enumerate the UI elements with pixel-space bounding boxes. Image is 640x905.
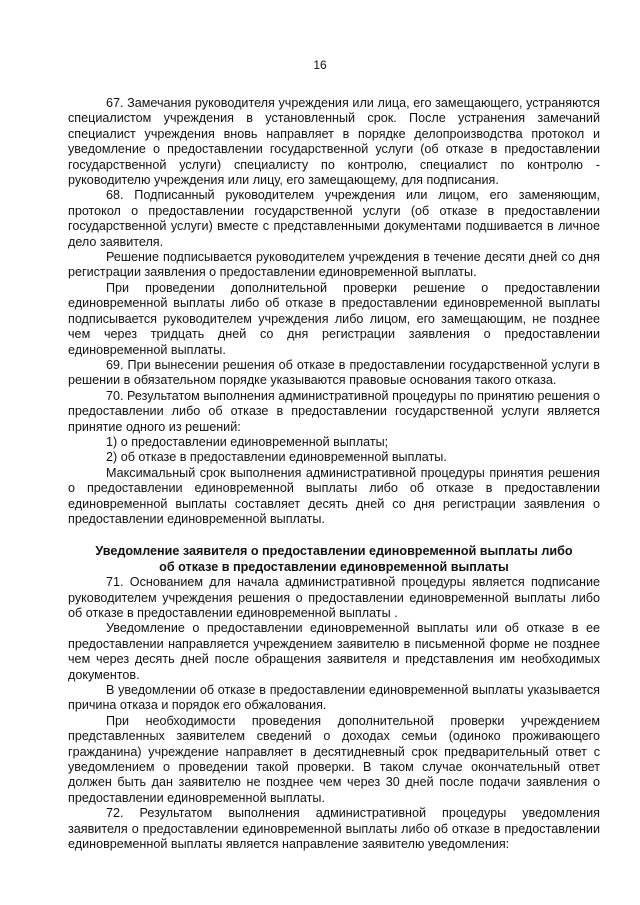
paragraph-71-notification: Уведомление о предоставлении единовременной выплаты или об отказе в ее предоставлении направляется учреждением заявителю в письменной форме не позднее чем через десять дней после обращения заявителя и представления им необходимых документов.	[68, 621, 600, 682]
document-body	[68, 96, 600, 853]
paragraph-67: 67. Замечания руководителя учреждения или лица, его замещающего, устраняются специалистом учреждения в установленный срок. После устранения замечаний специалист учреждения вновь направляет в порядке делопроизводства протокол и уведомление о предоставлении государственной услуги (об отказе в предоставлении государственной услуги) специалисту по контролю, специалист по контролю - руководителю учреждения или лицу, его замещающему, для подписания.	[68, 96, 600, 188]
paragraph-71-refusal: В уведомлении об отказе в предоставлении единовременной выплаты указывается причина отказа и порядок его обжалования.	[68, 683, 600, 713]
section-heading-line-1: Уведомление заявителя о предоставлении единовременной выплаты либо	[95, 544, 573, 559]
paragraph-68-additional-check: При проведении дополнительной проверки решение о предоставлении единовременной выплаты либо об отказе в предоставлении единовременной выплаты подписывается руководителем учреждения либо лицом, его замещающим, не позднее чем через тридцать дней со дня регистрации заявления о предоставлении единовременной выплаты.	[68, 280, 600, 357]
page-number: 16	[313, 58, 327, 72]
list-item-1: 1) о предоставлении единовременной выплаты;	[106, 434, 389, 449]
list-item-2: 2) об отказе в предоставлении единовременной выплаты.	[106, 450, 447, 465]
paragraph-70-max-term: Максимальный срок выполнения административной процедуры принятия решения о предоставлении единовременной выплаты либо об отказе в предоставлении единовременной выплаты составляет десять дней со дня регистрации заявления о предоставлении единовременной выплаты.	[68, 465, 600, 526]
section-heading-line-2: об отказе в предоставлении единовременной выплаты	[159, 559, 509, 574]
paragraph-71-additional-check: При необходимости проведения дополнительной проверки учреждением представленных заявителем сведений о доходах семьи (одиноко проживающего гражданина) учреждение направляет в десятидневный срок предварительный ответ с уведомлением о проведении такой проверки. В таком случае окончательный ответ должен быть дан заявителю не позднее чем через 30 дней после подачи заявления о предоставлении единовременной выплаты.	[68, 713, 600, 805]
paragraph-68: 68. Подписанный руководителем учреждения или лицом, его заменяющим, протокол о предоставлении государственной услуги (об отказе в предоставлении государственной услуги) вместе с представленными документами подшивается в личное дело заявителя.	[68, 188, 600, 249]
paragraph-68-decision-term: Решение подписывается руководителем учреждения в течение десяти дней со дня регистрации заявления о предоставлении единовременной выплаты.	[68, 250, 600, 280]
paragraph-72: 72. Результатом выполнения административной процедуры уведомления заявителя о предоставлении единовременной выплаты либо об отказе в предоставлении единовременной выплаты является направление заявителю уведомления:	[68, 806, 600, 852]
paragraph-70: 70. Результатом выполнения административной процедуры по принятию решения о предоставлении либо об отказе в предоставлении государственной услуги является принятие одного из решений:	[68, 388, 600, 434]
section-heading	[68, 544, 600, 575]
paragraph-71: 71. Основанием для начала административной процедуры является подписание руководителем учреждения решения о предоставлении единовременной выплаты либо об отказе в предоставлении единовременной выплаты .	[68, 575, 600, 620]
paragraph-69: 69. При вынесении решения об отказе в предоставлении государственной услуги в решении в обязательном порядке указываются правовые основания такого отказа.	[68, 357, 600, 388]
